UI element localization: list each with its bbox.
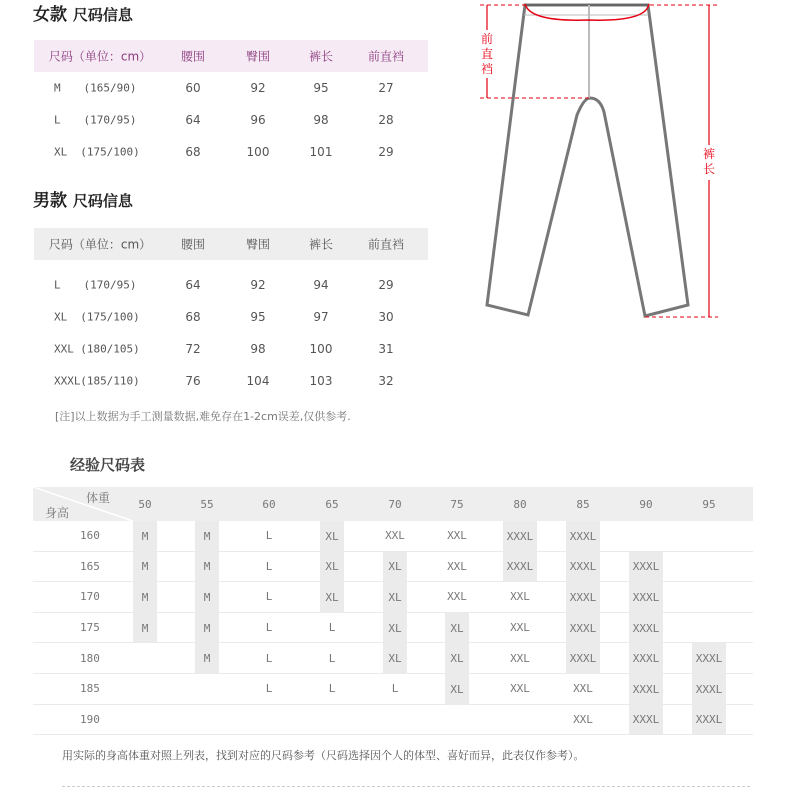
size-cell: L bbox=[54, 113, 61, 127]
size-cell bbox=[445, 705, 469, 735]
length-cell: 97 bbox=[313, 310, 329, 324]
height-label: 160 bbox=[80, 529, 100, 543]
rise-cell: 28 bbox=[378, 113, 394, 127]
size-cell: L bbox=[328, 682, 336, 696]
experience-size-table bbox=[33, 487, 753, 735]
corner-weight-label: 体重 bbox=[86, 491, 111, 505]
height-label: 185 bbox=[80, 682, 100, 696]
length-label: 裤长 bbox=[702, 147, 715, 176]
size-cell bbox=[133, 705, 157, 735]
size-cell: XXXL bbox=[566, 613, 600, 644]
rise-cell: 32 bbox=[378, 374, 394, 388]
waist-cell: 64 bbox=[185, 278, 201, 292]
size-cell: XXL bbox=[573, 682, 593, 696]
body-cell: (175/100) bbox=[80, 310, 140, 324]
hip-cell: 104 bbox=[246, 374, 270, 388]
header-size: 尺码（单位：cm） bbox=[48, 237, 152, 252]
size-cell: XXXL bbox=[629, 674, 663, 705]
table-row bbox=[33, 674, 753, 705]
size-cell: XL bbox=[383, 613, 407, 644]
size-cell bbox=[697, 582, 721, 612]
rise-cell: 29 bbox=[378, 278, 394, 292]
size-cell: XL bbox=[54, 310, 68, 324]
size-cell: XXXL bbox=[629, 582, 663, 613]
length-cell: 103 bbox=[309, 374, 333, 388]
header-length: 裤长 bbox=[308, 49, 334, 64]
corner-height-label: 身高 bbox=[45, 506, 70, 520]
weight-header-cell: 70 bbox=[388, 497, 402, 511]
body-cell: (185/110) bbox=[80, 374, 140, 388]
divider bbox=[62, 786, 750, 787]
table-row bbox=[33, 521, 753, 552]
size-cell: XXXL bbox=[692, 643, 726, 674]
size-cell bbox=[383, 705, 407, 735]
hip-cell: 95 bbox=[250, 310, 266, 324]
size-cell: M bbox=[195, 552, 219, 583]
rise-cell: 27 bbox=[378, 81, 394, 95]
rise-cell: 30 bbox=[378, 310, 394, 324]
measurement-note: [注]以上数据为手工测量数据,难免存在1-2cm误差,仅供参考. bbox=[55, 410, 351, 423]
body-cell: (170/95) bbox=[83, 278, 137, 292]
size-cell: XXL bbox=[54, 342, 74, 356]
hip-cell: 96 bbox=[250, 113, 266, 127]
size-cell bbox=[697, 613, 721, 643]
table-row bbox=[33, 552, 753, 583]
size-cell bbox=[320, 705, 344, 735]
header-waist: 腰围 bbox=[180, 49, 206, 64]
hip-cell: 100 bbox=[246, 145, 270, 159]
weight-header-cell: 65 bbox=[325, 497, 339, 511]
height-label: 165 bbox=[80, 559, 100, 573]
size-cell: M bbox=[54, 81, 61, 95]
waist-cell: 68 bbox=[185, 145, 201, 159]
weight-header-row bbox=[33, 487, 753, 521]
header-rise: 前直裆 bbox=[367, 49, 405, 64]
size-cell bbox=[133, 643, 157, 673]
size-cell: L bbox=[265, 559, 273, 573]
size-cell: XXL bbox=[447, 590, 467, 604]
rise-cell: 31 bbox=[378, 342, 394, 356]
size-cell: XXL bbox=[510, 651, 530, 665]
size-cell: XXXL bbox=[566, 643, 600, 674]
header-rise: 前直裆 bbox=[367, 237, 405, 252]
size-cell: L bbox=[265, 621, 273, 635]
size-cell bbox=[634, 521, 658, 551]
size-cell: XL bbox=[54, 145, 68, 159]
weight-header-cell: 85 bbox=[576, 497, 590, 511]
waist-cell: 68 bbox=[185, 310, 201, 324]
size-cell: L bbox=[265, 682, 273, 696]
weight-header-cell: 90 bbox=[639, 497, 653, 511]
size-cell: XXL bbox=[447, 529, 467, 543]
size-cell bbox=[508, 705, 532, 735]
height-label: 180 bbox=[80, 651, 100, 665]
size-cell: XXL bbox=[573, 712, 593, 726]
size-cell: XXXL bbox=[503, 552, 537, 583]
size-cell: M bbox=[195, 521, 219, 552]
weight-header-cell: 55 bbox=[200, 497, 214, 511]
length-cell: 94 bbox=[313, 278, 329, 292]
size-cell: L bbox=[54, 278, 61, 292]
body-cell: (175/100) bbox=[80, 145, 140, 159]
header-hip: 臀围 bbox=[245, 49, 271, 64]
size-cell: XL bbox=[320, 521, 344, 552]
weight-header-cell: 95 bbox=[702, 497, 716, 511]
experience-footer-note: 用实际的身高体重对照上列表，找到对应的尺码参考（尺码选择因个人的体型、喜好而异，此表仅作参考）。 bbox=[62, 749, 585, 762]
size-cell: M bbox=[133, 582, 157, 613]
size-cell: XXL bbox=[447, 559, 467, 573]
size-cell: XL bbox=[445, 613, 469, 644]
women-title: 女款 尺码信息 bbox=[33, 5, 133, 25]
body-cell: (180/105) bbox=[80, 342, 140, 356]
length-cell: 101 bbox=[309, 145, 333, 159]
size-cell: XXXL bbox=[54, 374, 81, 388]
table-row bbox=[33, 582, 753, 613]
header-waist: 腰围 bbox=[180, 237, 206, 252]
pants-diagram bbox=[0, 0, 790, 330]
length-cell: 100 bbox=[309, 342, 333, 356]
weight-header-cell: 80 bbox=[513, 497, 527, 511]
size-cell: XXXL bbox=[692, 705, 726, 735]
waist-cell: 64 bbox=[185, 113, 201, 127]
size-cell: L bbox=[265, 651, 273, 665]
size-cell: M bbox=[133, 521, 157, 552]
size-cell: XXL bbox=[510, 590, 530, 604]
size-cell: M bbox=[195, 643, 219, 674]
size-cell: XXXL bbox=[566, 521, 600, 552]
size-cell: XL bbox=[383, 643, 407, 674]
size-cell: XL bbox=[320, 552, 344, 583]
body-cell: (165/90) bbox=[83, 81, 137, 95]
size-cell: L bbox=[265, 529, 273, 543]
size-cell: L bbox=[328, 651, 336, 665]
size-cell: L bbox=[265, 590, 273, 604]
size-cell: XL bbox=[383, 582, 407, 613]
size-cell: XXL bbox=[510, 621, 530, 635]
size-cell bbox=[133, 674, 157, 704]
size-cell bbox=[697, 521, 721, 551]
size-cell: XXXL bbox=[629, 613, 663, 644]
size-cell: XL bbox=[445, 674, 469, 705]
weight-header-cell: 75 bbox=[450, 497, 464, 511]
rise-cell: 29 bbox=[378, 145, 394, 159]
size-cell: XXL bbox=[510, 682, 530, 696]
size-cell: XXXL bbox=[566, 552, 600, 583]
length-cell: 95 bbox=[313, 81, 329, 95]
hip-cell: 92 bbox=[250, 278, 266, 292]
table-row bbox=[34, 333, 428, 365]
size-cell: M bbox=[195, 613, 219, 644]
size-cell: XL bbox=[320, 582, 344, 613]
size-cell: M bbox=[133, 552, 157, 583]
table-row bbox=[33, 613, 753, 644]
table-row bbox=[34, 365, 428, 397]
size-cell: XXXL bbox=[692, 674, 726, 705]
size-cell bbox=[195, 705, 219, 735]
height-label: 170 bbox=[80, 590, 100, 604]
header-hip: 臀围 bbox=[245, 237, 271, 252]
size-cell: XXXL bbox=[566, 582, 600, 613]
table-row bbox=[33, 705, 753, 736]
pants-outline bbox=[487, 5, 688, 316]
size-cell: XXL bbox=[385, 529, 405, 543]
front-rise-label: 前直裆 bbox=[480, 32, 493, 76]
waist-cell: 72 bbox=[185, 342, 201, 356]
waist-cell: 60 bbox=[185, 81, 201, 95]
size-cell: XL bbox=[445, 643, 469, 674]
size-cell: XXXL bbox=[503, 521, 537, 552]
weight-header-cell: 50 bbox=[138, 497, 152, 511]
size-cell: XXXL bbox=[629, 552, 663, 583]
weight-header-cell: 60 bbox=[262, 497, 276, 511]
experience-title: 经验尺码表 bbox=[70, 456, 146, 474]
size-cell: XL bbox=[383, 552, 407, 583]
size-cell bbox=[697, 552, 721, 582]
header-length: 裤长 bbox=[308, 237, 334, 252]
length-cell: 98 bbox=[313, 113, 329, 127]
waist-cell: 76 bbox=[185, 374, 201, 388]
men-title: 男款 尺码信息 bbox=[33, 191, 133, 211]
size-cell bbox=[257, 705, 281, 735]
hip-cell: 98 bbox=[250, 342, 266, 356]
size-cell: M bbox=[195, 582, 219, 613]
table-row bbox=[33, 643, 753, 674]
header-size: 尺码（单位：cm） bbox=[48, 49, 152, 64]
hip-cell: 92 bbox=[250, 81, 266, 95]
body-cell: (170/95) bbox=[83, 113, 137, 127]
size-cell: XXXL bbox=[629, 705, 663, 735]
size-cell: L bbox=[328, 621, 336, 635]
size-cell: M bbox=[133, 613, 157, 644]
size-cell bbox=[195, 674, 219, 704]
height-label: 175 bbox=[80, 621, 100, 635]
size-cell: XXXL bbox=[629, 643, 663, 674]
size-cell: L bbox=[391, 682, 399, 696]
height-label: 190 bbox=[80, 712, 100, 726]
